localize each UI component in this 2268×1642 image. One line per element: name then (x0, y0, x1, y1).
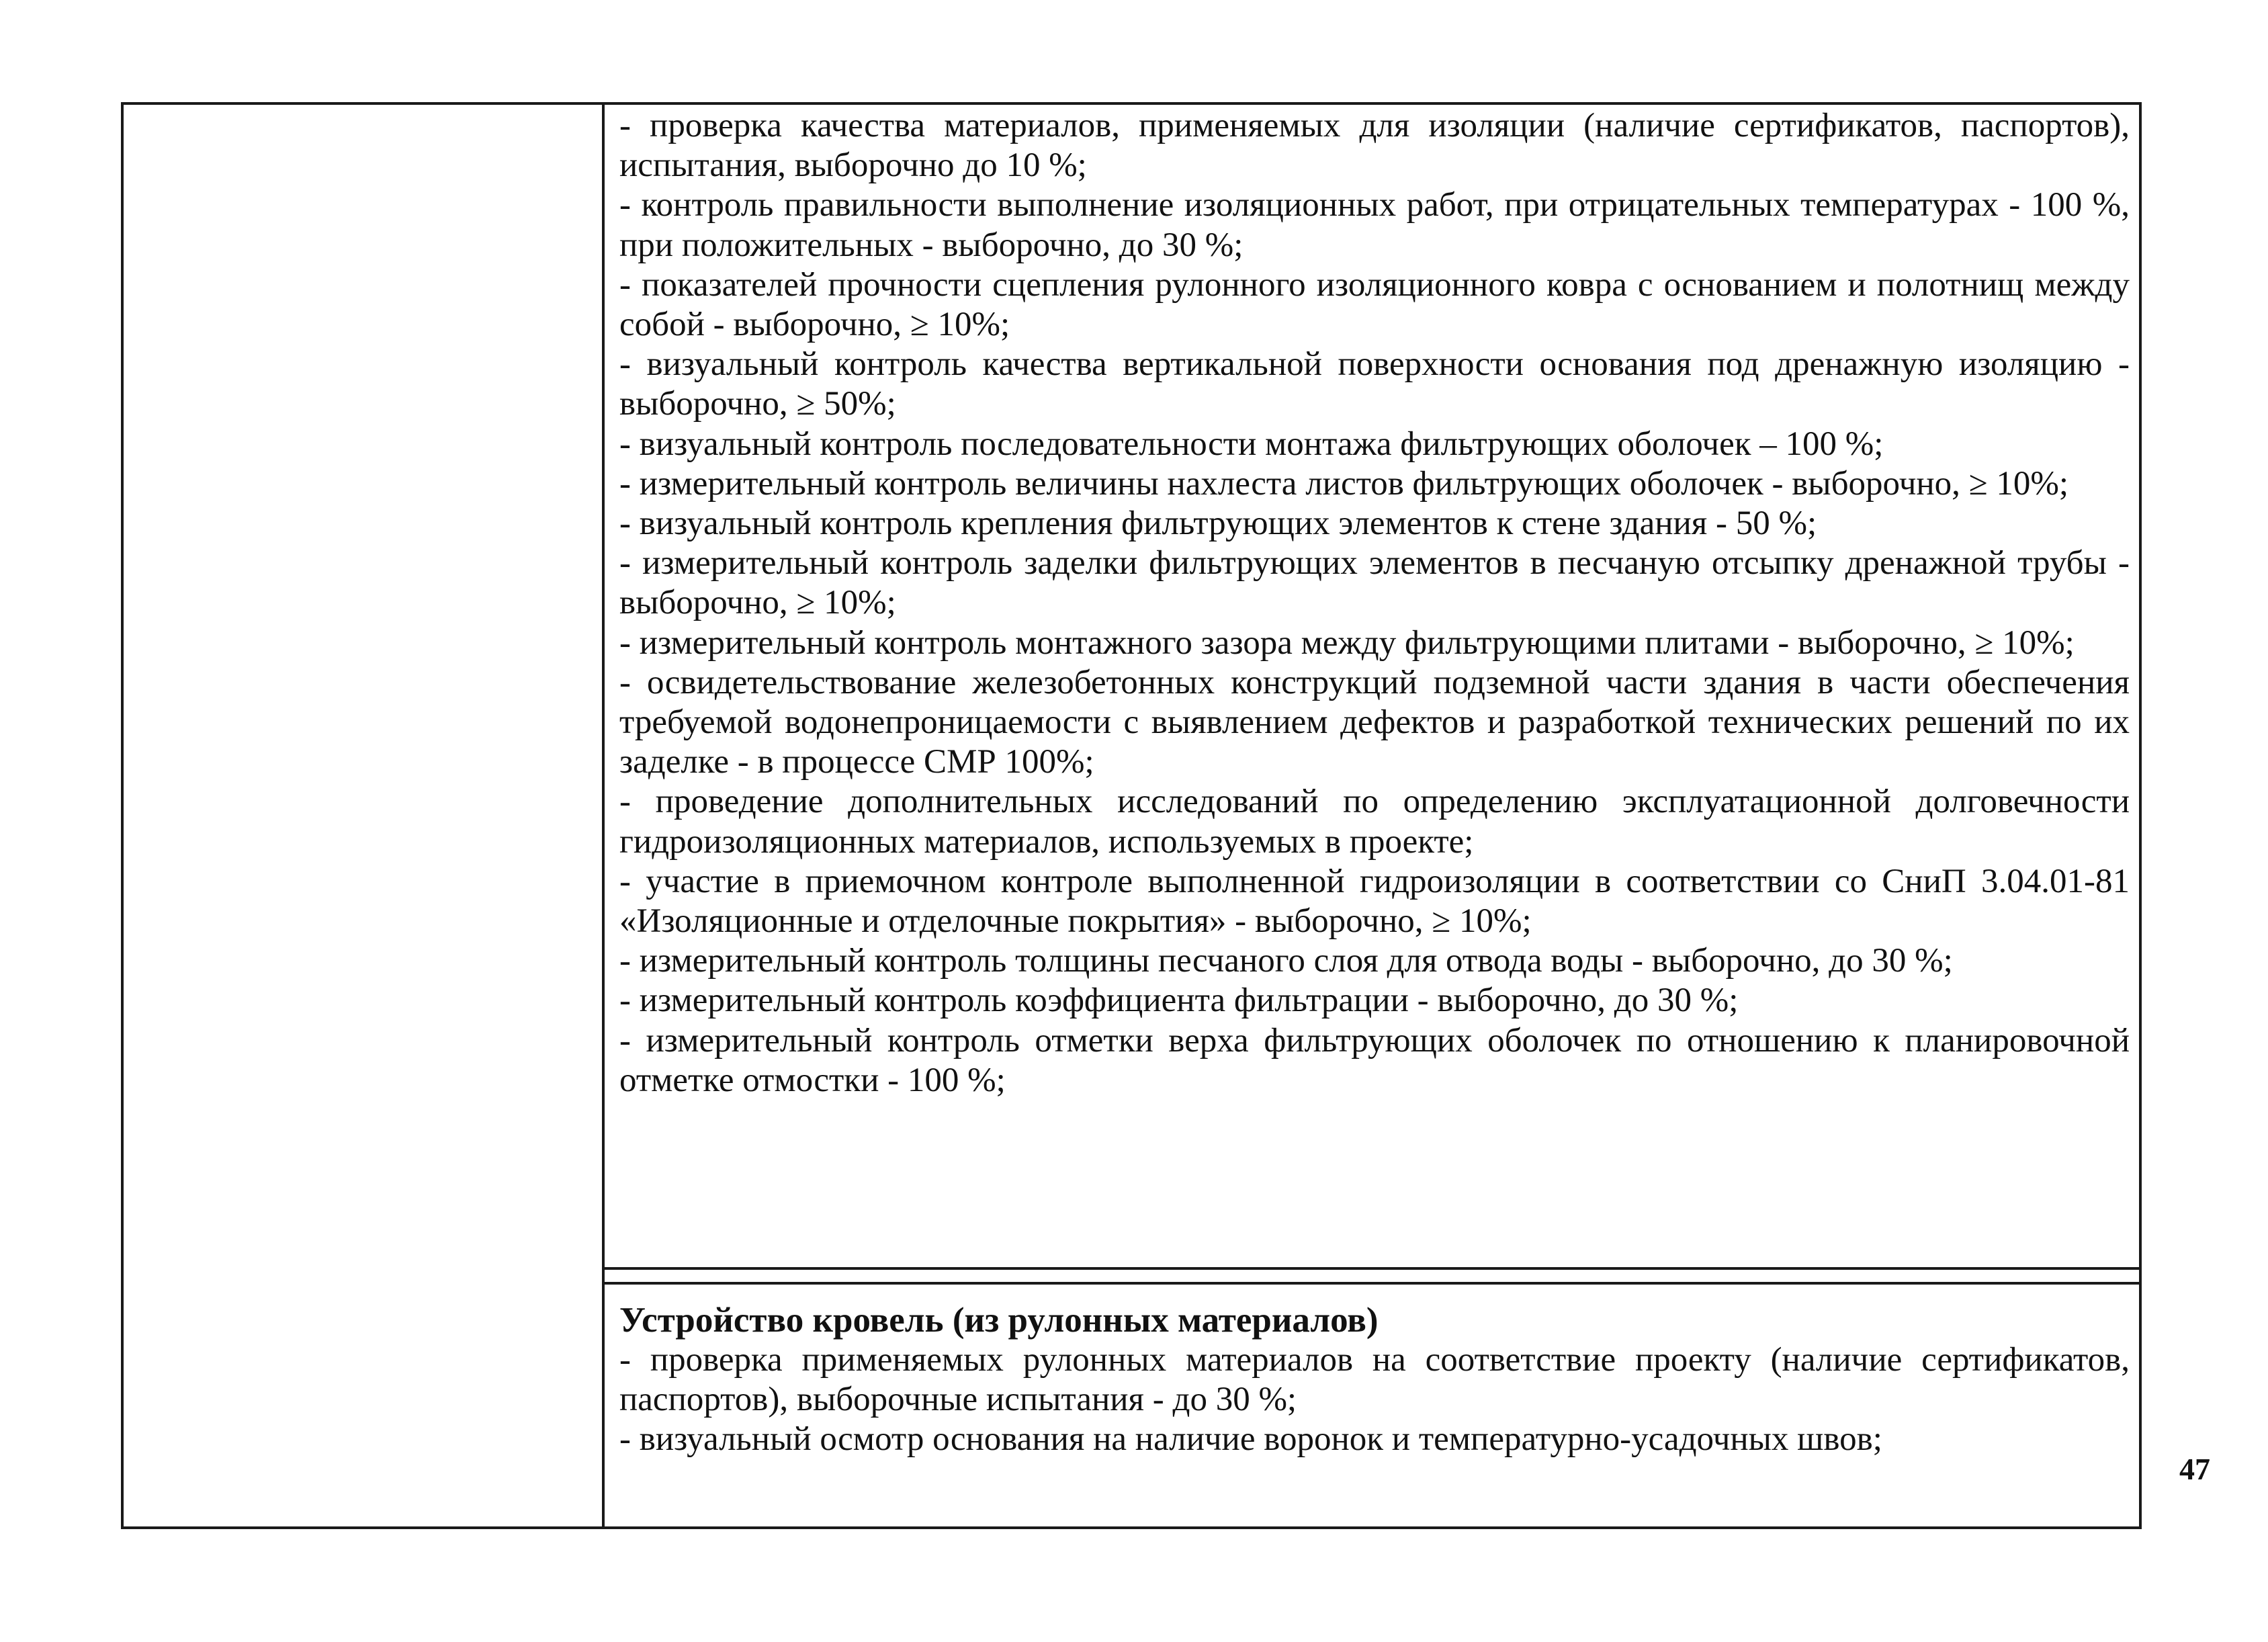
list-item: - измерительный контроль заделки фильтрующих элементов в песчаную отсыпку дренажной трубы - выборочно, ≥ 10%; (619, 544, 2130, 622)
list-item: - участие в приемочном контроле выполненной гидроизоляции в соответствии со СниП 3.04.01-81 «Изоляционные и отделочные покрытия» - выборочно, ≥ 10%; (619, 862, 2130, 941)
list-item: - измерительный контроль отметки верха фильтрующих оболочек по отношению к планировочной отметке отмостки - 100 %; (619, 1021, 2130, 1099)
list-item: - визуальный контроль последовательности монтажа фильтрующих оболочек – 100 %; (619, 425, 1884, 463)
list-item: - проверка качества материалов, применяемых для изоляции (наличие сертификатов, паспортов), испытания, выборочно до 10 %; (619, 107, 2130, 185)
list-item: - измерительный контроль монтажного зазора между фильтрующими плитами - выборочно, ≥ 10%; (619, 623, 2075, 662)
list-item: - освидетельствование железобетонных конструкций подземной части здания в части обеспечения требуемой водонепроницаемости с выявлением дефектов и разработкой технических решений по их заделке - в процессе СМР 100%; (619, 663, 2130, 781)
cell-separator (605, 1270, 2139, 1282)
list-item: - измерительный контроль толщины песчаного слоя для отвода воды - выборочно, до 30 %; (619, 942, 1953, 980)
list-item: - контроль правильности выполнение изоляционных работ, при отрицательных температурах - 100 %, при положительных - выборочно, до 30 %; (619, 186, 2130, 264)
left-column-cell (124, 105, 605, 1526)
list-item: - измерительный контроль величины нахлеста листов фильтрующих оболочек - выборочно, ≥ 10%; (619, 464, 2069, 503)
list-item: - проведение дополнительных исследований по определению эксплуатационной долговечности гидроизоляционных материалов, используемых в проекте; (619, 783, 2130, 861)
list-item: - проверка применяемых рулонных материалов на соответствие проекту (наличие сертификатов, паспортов), выборочные испытания - до 30 %; (619, 1341, 2130, 1419)
document-table (121, 102, 2142, 1529)
list-item: - визуальный контроль качества вертикальной поверхности основания под дренажную изоляцию - выборочно, ≥ 50%; (619, 345, 2130, 423)
list-item: - визуальный контроль крепления фильтрующих элементов к стене здания - 50 %; (619, 505, 1817, 543)
page-number: 47 (2179, 1452, 2210, 1486)
list-item: - измерительный контроль коэффициента фильтрации - выборочно, до 30 %; (619, 982, 1739, 1020)
inspection-items-cell (605, 105, 2139, 1270)
section-title: Устройство кровель (из рулонных материалов) (619, 1301, 1379, 1340)
roofing-section-cell (605, 1282, 2139, 1526)
list-item: - визуальный осмотр основания на наличие воронок и температурно-усадочных швов; (619, 1420, 1882, 1459)
list-item: - показателей прочности сцепления рулонного изоляционного ковра с основанием и полотнищ между собой - выборочно, ≥ 10%; (619, 265, 2130, 344)
